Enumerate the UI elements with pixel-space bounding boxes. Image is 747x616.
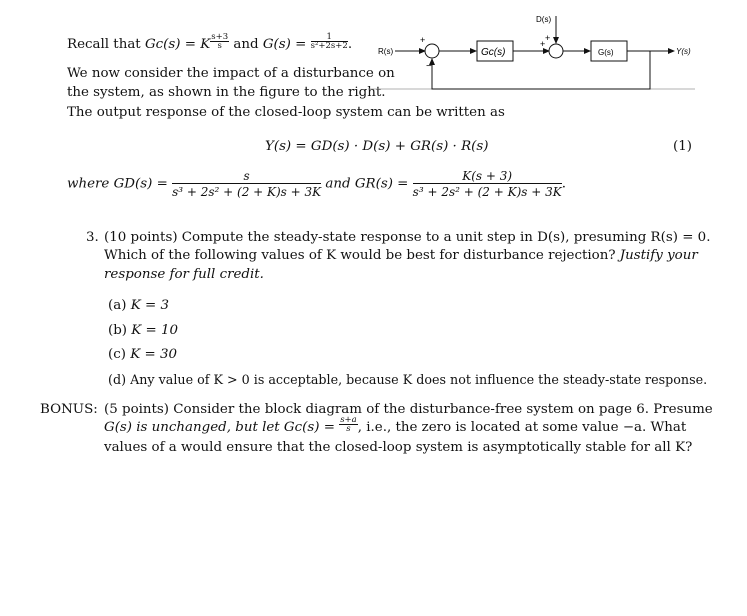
bonus-numerator: s+a: [340, 414, 357, 425]
and-gr: and GR(s) =: [325, 176, 409, 192]
where-line: [67, 170, 566, 198]
block-diagram: [368, 10, 695, 105]
option-b-text: K = 10: [131, 323, 179, 338]
gr-fraction: [413, 170, 562, 198]
question-line-3: response for full credit.: [104, 267, 264, 282]
and-word: and: [233, 37, 259, 52]
bonus-label: BONUS:: [40, 402, 98, 417]
option-d: [108, 372, 707, 387]
gr-denominator: s³ + 2s² + (2 + K)s + 3K: [412, 185, 562, 199]
sum1-plus-sign: +: [420, 35, 426, 45]
option-b: [108, 323, 178, 338]
option-a-text: K = 3: [130, 298, 169, 313]
g-lhs: G(s) =: [262, 37, 307, 52]
g-fraction: [311, 33, 348, 51]
option-d-label: (d): [108, 372, 127, 387]
option-c: [108, 347, 177, 362]
gc-denominator: s: [217, 41, 222, 51]
sum1-minus-sign: −: [426, 61, 432, 72]
bonus-line-1: (5 points) Consider the block diagram of the disturbance-free system on page 6. Presume: [104, 402, 713, 417]
bonus-fraction: [339, 416, 358, 434]
intro-recall-line: [67, 31, 353, 52]
gr-numerator: K(s + 3): [413, 170, 562, 184]
equation-number: (1): [673, 139, 692, 154]
gd-numerator: s: [172, 170, 321, 184]
question-line-2-italic: Justify your: [619, 248, 698, 263]
output-label: Y(s): [676, 47, 691, 56]
summing-junction-2: [549, 44, 563, 58]
question-line-2: [104, 249, 698, 262]
intro-line-3: the system, as shown in the figure to the right.: [67, 85, 386, 100]
bonus-denominator: s: [346, 424, 351, 434]
question-line-2-text: Which of the following values of K would be best for disturbance rejection?: [104, 248, 616, 263]
where-prefix: where GD(s) =: [67, 176, 168, 192]
input-label: R(s): [378, 47, 394, 56]
option-d-text: Any value of K > 0 is acceptable, because K does not influence the steady-state response.: [130, 372, 708, 387]
gd-fraction: [172, 170, 321, 198]
sum2-plus-left: +: [540, 39, 546, 49]
main-equation: Y(s) = GD(s) · D(s) + GR(s) · R(s): [265, 139, 489, 154]
intro-line-2: We now consider the impact of a disturbance on: [67, 66, 395, 81]
option-a-label: (a): [108, 298, 127, 313]
summing-junction-1: [425, 44, 439, 58]
controller-label: Gc(s): [481, 47, 506, 58]
option-c-label: (c): [108, 347, 126, 362]
recall-prefix: Recall that: [67, 37, 141, 52]
bonus-line-2-a: G(s) is unchanged, but let Gc(s) =: [104, 420, 335, 435]
option-a: [108, 298, 169, 313]
disturbance-label: D(s): [536, 15, 552, 24]
gc-lhs: Gc(s) = K: [144, 37, 211, 52]
sum2-plus-top: +: [545, 33, 551, 43]
bonus-line-2-b: , i.e., the zero is located at some value −a. What: [357, 420, 687, 435]
option-b-label: (b): [108, 323, 128, 338]
gc-numerator: s+3: [211, 31, 229, 42]
g-denominator: s²+2s+2: [310, 41, 348, 51]
intro-line-4: The output response of the closed-loop system can be written as: [67, 105, 505, 120]
gd-denominator: s³ + 2s² + (2 + K)s + 3K: [172, 185, 322, 199]
plant-label: G(s): [598, 48, 614, 57]
bonus-line-3: values of a would ensure that the closed-loop system is asymptotically stable for all K?: [104, 440, 693, 455]
question-number: 3.: [86, 230, 99, 245]
gc-fraction: [210, 33, 229, 51]
bonus-line-2: [104, 414, 687, 435]
option-c-text: K = 30: [130, 347, 177, 362]
trailing-period: .: [561, 176, 566, 192]
period: .: [347, 37, 353, 52]
g-numerator: 1: [311, 33, 348, 43]
question-line-1: (10 points) Compute the steady-state response to a unit step in D(s), presuming R(s) = 0.: [104, 230, 711, 245]
